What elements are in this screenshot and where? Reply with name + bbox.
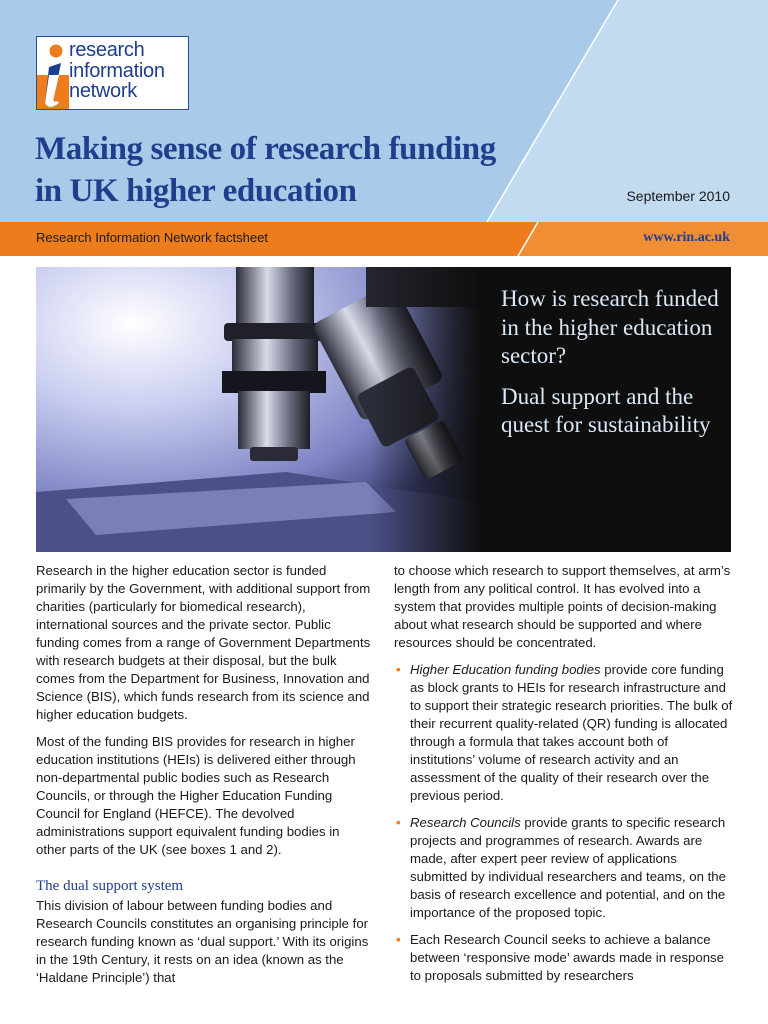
header-banner <box>0 0 768 222</box>
microscope-image <box>36 267 481 552</box>
hero-heading <box>501 285 721 452</box>
logo-line-1: research <box>69 39 145 61</box>
logo-line-2: information <box>69 59 165 82</box>
intro-paragraph: Research in the higher education sector is funded primarily by the Government, with additional support from charities (particularly for biomedical research), international sources and the private sector. Public funding comes from a range of Government Departments with research budgets at their disposal, but the bulk comes from the Department for Business, Innovation and Science (BIS), which funds research from its science and higher education budgets. <box>36 563 371 722</box>
publication-date: September 2010 <box>626 188 730 204</box>
logo-line-3: network <box>69 80 137 102</box>
right-column <box>394 562 734 994</box>
section-heading: The dual support system <box>36 878 184 894</box>
bullet-term: Research Councils <box>410 815 521 830</box>
title-line-2: in UK higher education <box>35 173 357 209</box>
bullet-text: provide core funding as block grants to HEIs for research infrastructure and to support their strategic research priorities. The bulk of their recurrent quality-related (QR) funding is allocated through a formula that takes account both of institutions’ volume of research activity and an assessment of the quality of their research over the previous period. <box>410 662 733 803</box>
bullet-text: Each Research Council seeks to achieve a balance between ‘responsive mode’ awards made in response to proposals submitted by researchers <box>410 932 724 983</box>
dual-support-paragraph: This division of labour between funding bodies and Research Councils constitutes an organising principle for research funding known as ‘dual support.’ With its origins in the 19th Century, it rests on an idea (known as the ‘Haldane Principle’) that <box>36 898 369 985</box>
bis-paragraph: Most of the funding BIS provides for research in higher education institutions (HEIs) is delivered either through non-departmental public bodies such as Research Councils, or through the Higher Education Funding Council for England (HEFCE). The devolved administrations support equivalent funding bodies in other parts of the UK (see boxes 1 and 2). <box>36 734 356 857</box>
website-link[interactable]: www.rin.ac.uk <box>643 230 730 245</box>
title-line-1: Making sense of research funding <box>35 131 496 167</box>
logo-wordmark <box>69 40 165 102</box>
list-item <box>394 931 734 985</box>
hero-panel <box>36 267 731 552</box>
list-item <box>394 814 734 922</box>
logo-mark-icon <box>37 37 69 109</box>
continuation-paragraph: to choose which research to support themselves, at arm’s length from any political control. It has evolved into a system that provides multiple points of decision-making about what research should be supported and where resources should be concentrated. <box>394 563 731 650</box>
factsheet-label: Research Information Network factsheet <box>36 230 268 245</box>
page-title <box>35 128 575 212</box>
left-column <box>36 562 371 996</box>
hero-subtitle: Dual support and the quest for sustainability <box>501 383 711 437</box>
hero-question: How is research funded in the higher education sector? <box>501 286 719 368</box>
bullet-text: provide grants to specific research projects and programmes of research. Awards are made, after expert peer review of applications submitted by individual researchers and teams, on the basis of research excellence and potential, and on the importance of the proposed topic. <box>410 815 726 920</box>
list-item <box>394 661 734 805</box>
bullet-term: Higher Education funding bodies <box>410 662 601 677</box>
rin-logo <box>36 36 189 110</box>
